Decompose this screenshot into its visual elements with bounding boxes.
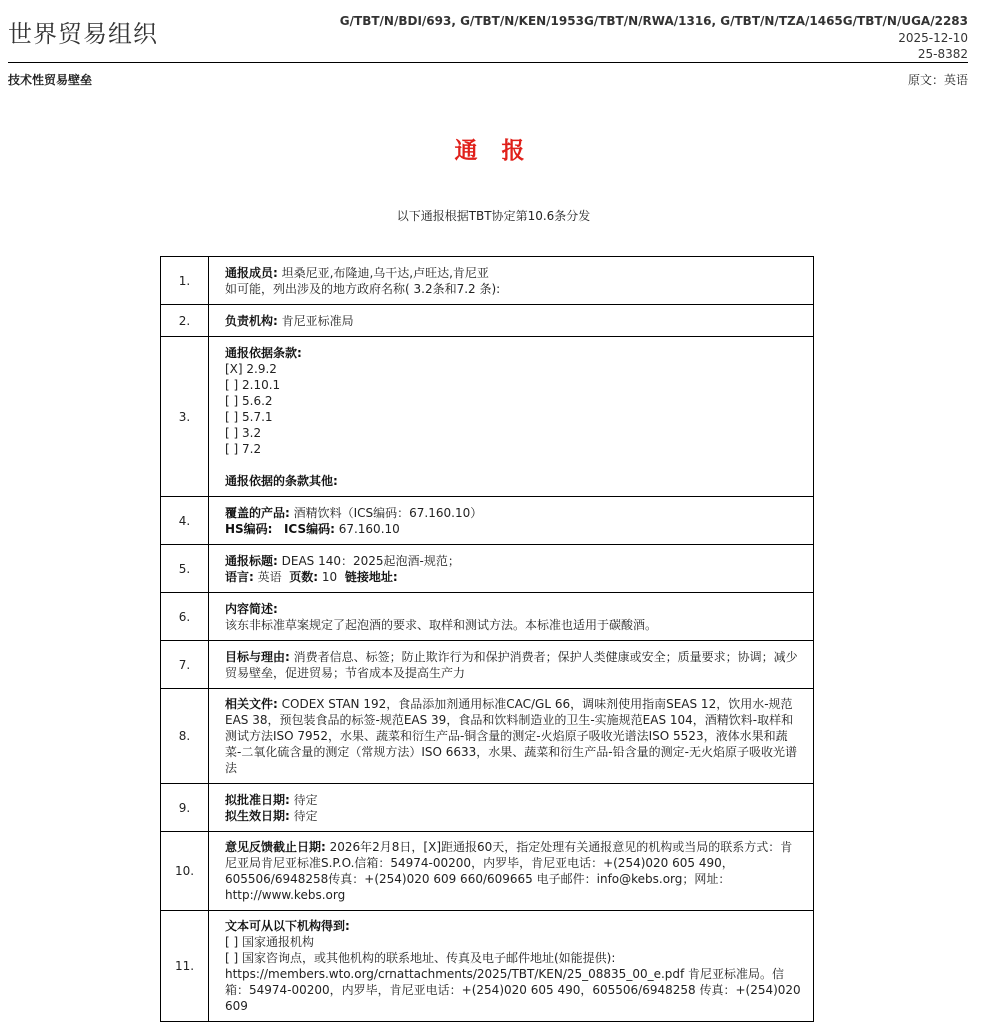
field-label: 意见反馈截止日期: — [225, 840, 326, 854]
field-value: 10 — [318, 569, 338, 584]
original-language-label: 原文： — [907, 73, 944, 87]
page-subtitle: 以下通报根据TBT协定第10.6条分发 — [396, 209, 591, 223]
table-row — [161, 689, 814, 784]
field-value: 肯尼亚标准局 — [277, 313, 354, 328]
field-value: 坦桑尼亚,布隆迪,乌干达,卢旺达,肯尼亚 — [277, 265, 489, 280]
document-number: 25-8382 — [917, 47, 968, 61]
field-label: 页数: — [289, 569, 319, 584]
notification-table — [160, 256, 814, 1022]
field-value: 待定 — [289, 808, 318, 823]
field-label: 拟生效日期: — [225, 808, 290, 823]
field-value: 酒精饮料（ICS编码：67.160.10） — [289, 505, 483, 520]
field-label: 通报成员: — [225, 265, 278, 280]
field-label: 内容简述: — [225, 601, 278, 616]
row-content — [209, 337, 814, 497]
field-label: 文本可从以下机构得到: — [225, 919, 350, 933]
checkbox-item: [ ] 5.6.2 — [225, 393, 273, 408]
document-header — [8, 0, 968, 63]
table-row — [161, 911, 814, 1022]
row-number: 10. — [161, 832, 209, 911]
row-content — [209, 545, 814, 593]
field-value: https://members.wto.org/crnattachments/2025/TBT/KEN/25_08835_00_e.pdf 肯尼亚标准局。信箱：54974-00200，内罗毕，肯尼亚电话：+(254)020 605 490，605506/6948258 传真：+(254)020 609 — [225, 967, 801, 1013]
field-label: 目标与理由: — [225, 649, 290, 664]
field-label: 相关文件: — [225, 697, 278, 711]
checkbox-item: [ ] 7.2 — [225, 441, 262, 456]
table-row — [161, 337, 814, 497]
row-content — [209, 593, 814, 641]
row-content — [209, 784, 814, 832]
row-number: 7. — [161, 641, 209, 689]
row-content — [209, 305, 814, 337]
row-number: 6. — [161, 593, 209, 641]
document-date: 2025-12-10 — [898, 31, 968, 45]
field-value: 该东非标准草案规定了起泡酒的要求、取样和测试方法。本标准也适用于碳酸酒。 — [225, 617, 658, 632]
field-value: 消费者信息、标签；防止欺诈行为和保护消费者；保护人类健康或安全；质量要求；协调；减少贸易壁垒，促进贸易；节省成本及提高生产力 — [225, 649, 798, 680]
table-row — [161, 832, 814, 911]
row-number: 2. — [161, 305, 209, 337]
table-row — [161, 784, 814, 832]
row-content — [209, 641, 814, 689]
field-value: 英语 — [253, 569, 282, 584]
field-label: 覆盖的产品: — [225, 505, 290, 520]
row-number: 5. — [161, 545, 209, 593]
row-number: 4. — [161, 497, 209, 545]
original-language-value: 英语 — [943, 73, 968, 87]
field-value: CODEX STAN 192，食品添加剂通用标准CAC/GL 66，调味剂使用指南SEAS 12，饮用水-规范EAS 38，预包装食品的标签-规范EAS 39，食品和饮料制造业的卫生-实施规范EAS 104，酒精饮料-取样和测试方法ISO 7952，水果、蔬菜和衍生产品-铜含量的测定-火焰原子吸收光谱法ISO 5523，液体水果和蔬菜-二氧化硫含量的测定（常规方法）ISO 6633，水果、蔬菜和衍生产品-铅含量的测定-无火焰原子吸收光谱法 — [225, 697, 797, 775]
table-row — [161, 305, 814, 337]
checkbox-item: [ ] 国家咨询点，或其他机构的联系地址、传真及电子邮件地址(如能提供): — [225, 951, 616, 965]
field-label: 负责机构: — [225, 313, 278, 328]
field-label: 语言: — [225, 569, 254, 584]
row-number: 9. — [161, 784, 209, 832]
field-label: 通报依据条款: — [225, 345, 302, 360]
checkbox-item: [ ] 3.2 — [225, 425, 262, 440]
field-label: ICS编码: — [283, 521, 335, 536]
checkbox-item: [X] 2.9.2 — [225, 361, 277, 376]
committee-name: 技术性贸易壁垒 — [8, 73, 93, 87]
field-value: 67.160.10 — [334, 521, 400, 536]
page-title: 通 报 — [454, 138, 533, 164]
table-row — [161, 641, 814, 689]
table-row — [161, 497, 814, 545]
spacer — [225, 457, 803, 473]
field-note: 如可能，列出涉及的地方政府名称( 3.2条和7.2 条): — [225, 281, 501, 296]
field-label: 拟批准日期: — [225, 792, 290, 807]
row-content — [209, 911, 814, 1022]
field-value: 待定 — [289, 792, 318, 807]
field-label: 通报标题: — [225, 553, 278, 568]
checkbox-item: [ ] 2.10.1 — [225, 377, 281, 392]
field-value: 2026年2月8日，[X]距通报60天，指定处理有关通报意见的机构或当局的联系方式：肯尼亚局肯尼亚标准S.P.O.信箱：54974-00200，内罗毕，肯尼亚电话：+(254)020 605 490，605506/6948258传真：+(254)020 609 660/609665 电子邮件：info@kebs.org；网址：http://www.kebs.org — [225, 840, 793, 902]
document-symbol: G/TBT/N/BDI/693, G/TBT/N/KEN/1953G/TBT/N/RWA/1316, G/TBT/N/TZA/1465G/TBT/N/UGA/2283 — [339, 14, 968, 28]
field-label: 通报依据的条款其他: — [225, 473, 338, 488]
table-row — [161, 593, 814, 641]
table-row — [161, 545, 814, 593]
row-content — [209, 497, 814, 545]
row-number: 3. — [161, 337, 209, 497]
field-label: HS编码: — [225, 521, 273, 536]
row-content — [209, 257, 814, 305]
table-row — [161, 257, 814, 305]
field-label: 链接地址: — [344, 569, 398, 584]
row-number: 8. — [161, 689, 209, 784]
field-value: DEAS 140：2025起泡酒-规范； — [277, 553, 460, 568]
organization-name: 世界贸易组织 — [8, 20, 158, 48]
original-language — [908, 71, 968, 88]
checkbox-item: [ ] 5.7.1 — [225, 409, 273, 424]
row-content — [209, 832, 814, 911]
row-number: 1. — [161, 257, 209, 305]
checkbox-item: [ ] 国家通报机构 — [225, 935, 314, 949]
row-number: 11. — [161, 911, 209, 1022]
row-content — [209, 689, 814, 784]
